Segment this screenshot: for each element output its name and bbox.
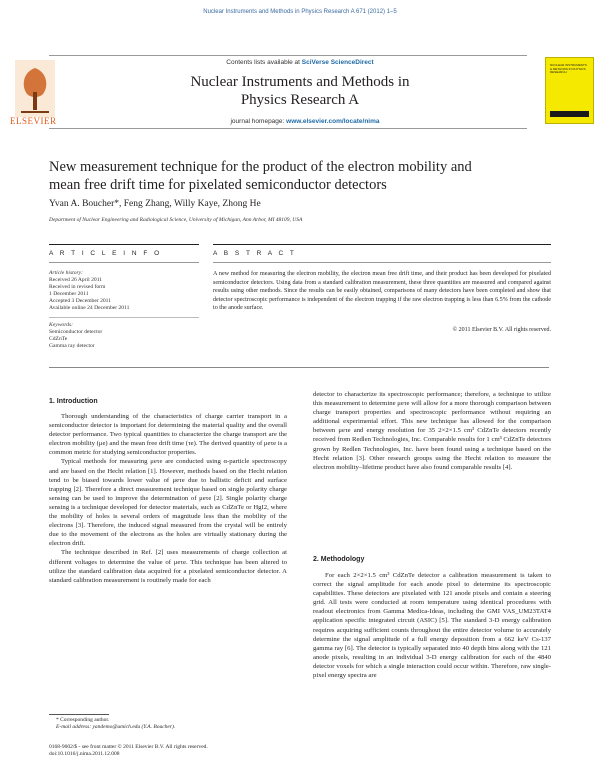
journal-cover-thumbnail (545, 57, 594, 124)
affiliation: Department of Nuclear Engineering and Radiological Science, University of Michigan, Ann Arbor, MI 48109, USA (49, 217, 303, 223)
cover-title: NUCLEAR INSTRUMENTS & METHODS IN PHYSICS RESEARCH (550, 63, 587, 74)
journal-homepage (185, 118, 425, 125)
footnote (56, 717, 286, 731)
journal-title-line2: Physics Research A (240, 92, 360, 108)
history-item: Received 26 April 2011 (49, 277, 103, 283)
keyword: Semiconductor detector (49, 329, 103, 335)
article-info-rule (49, 262, 199, 263)
paragraph: Typical methods for measuring μeτe are conducted using α-particle spectroscopy and are based on the Hecht relation [1]. However, methods based on the Hecht relation tend to be biased towards lower value of μeτe due to ballistic deficit and surface trapping [2]. Therefore a direct measurement technique based on single polarity charge sensing can be used to improve the determination of μeτe [2]. Single polarity charge sensing is a technique developed for detector materials, such as CdZnTe or HgI2, where the mobility of holes is several orders of magnitude less than the mobility of the electrons [3]. Therefore, the induced signal measured from the crystal will be entirely due to the movement of the electrons as the holes are virtually stationary during the electron drift. (49, 458, 287, 548)
issn-line: 0168-9002/$ - see front matter © 2011 Elsevier B.V. All rights reserved. (49, 744, 208, 750)
history-label: Article history: (49, 270, 84, 276)
article-info-rule-top (49, 244, 199, 245)
publisher-wordmark: ELSEVIER (10, 116, 57, 126)
paragraph: Thorough understanding of the characteristics of charge carrier transport in a semiconductor detector is important for determining the material quality and the overall detector performance. Two typical quantities to characterize the charge transport are the electron mobility (μe) and the mean free drift time (τe). The derived quantity of μeτe is a common metric for studying semiconductor properties. (49, 413, 287, 457)
paragraph: detector to characterize its spectroscopic performance; therefore, a technique to utilize this measurement to determine μeτe will allow for a more thorough comparison between charge transport properties and spectroscopic performance without requiring an additional experimental effort. This new technique has allowed for the comparison between μeτe and energy resolution for 35 2×2×1.5 cm³ CdZnTe detectors recently received from Redlen Technologies, Inc. Comparable results for 1 cm³ CdZnTe detectors grown by Redlen Technologies, Inc. have been found using a technique based on the Hecht relation [3]. Other research groups using the Hecht relation to measure the electron mobility–lifetime product have also found comparable results [4]. (313, 391, 551, 471)
footnote-rule (49, 714, 109, 715)
section-methodology-title: 2. Methodology (313, 556, 365, 563)
body-column-left (49, 412, 287, 585)
contents-prefix: Contents lists available at (226, 59, 300, 66)
history-item: 1 December 2011 (49, 291, 89, 297)
keyword: Gamma ray detector (49, 343, 95, 349)
abstract-bottom-rule (49, 367, 549, 368)
sciencedirect-link[interactable]: SciVerse ScienceDirect (301, 59, 374, 66)
doi-line[interactable]: doi:10.1016/j.nima.2011.12.008 (49, 751, 120, 757)
paper-title-line2: mean free drift time for pixelated semiconductor detectors (49, 177, 387, 193)
abstract-heading: A B S T R A C T (213, 250, 297, 257)
abstract-text: A new method for measuring the electron mobility, the electron mean free drift time, and their product has been developed for pixelated semiconductor detectors. Using data from a standard calibration measurement, these three quantities are measured and compared against results using other methods. Since the results can be easily obtained, comparisons of many detectors have been completed and show that detector spectroscopic performance is independent of the electron trapping if the raw electron trapping is less than 6.5% from the cathode to the anode surface. (213, 271, 551, 311)
article-history (49, 270, 199, 312)
article-info-heading: A R T I C L E I N F O (49, 250, 162, 257)
publication-info (49, 744, 349, 758)
keywords-rule (49, 317, 199, 318)
section-introduction-title: 1. Introduction (49, 398, 98, 405)
keywords-block (49, 322, 199, 350)
history-item: Available online 24 December 2011 (49, 305, 130, 311)
abstract-rule (213, 262, 551, 263)
abstract-rule-top (213, 244, 551, 245)
homepage-prefix: journal homepage: (230, 118, 285, 125)
paragraph: For each 2×2×1.5 cm³ CdZnTe detector a calibration measurement is taken to correct the signal amplitude for each anode pixel to determine its spectroscopic capabilities. These detectors are pixelated with 121 anode pixels and contain a steering grid. All tests were conducted at room temperature using identical procedures with readout electronics from Gamma Medica-Ideas, including the GMI VAS_UM23TAT4 application specific integrated circuit (ASIC) [5]. The standard 3-D energy calibration requires acquiring sufficient counts throughout the entire detector volume to accurately determine the signal amplitude of a full energy deposition from a 662 keV Cs-137 gamma ray [6]. The detector is typically separated into 40 depth bins along with the 121 anode pixels, resulting in an individual 3-D energy calibration for each of the 4840 detector voxels for which a single interaction could occur within. Therefore, raw single-pixel energy spectra are (313, 572, 551, 680)
keywords-label: Keywords: (49, 322, 74, 328)
body-column-right (313, 390, 551, 472)
contents-line (185, 59, 415, 66)
history-item: Received in revised form (49, 284, 106, 290)
footnote-email: E-mail address: yandemo@umich.edu (Y.A. Boucher). (56, 724, 176, 730)
paper-title (49, 158, 549, 194)
footnote-author: * Corresponding author. (56, 717, 110, 723)
journal-title-line1: Nuclear Instruments and Methods in (190, 74, 410, 90)
author-list: Yvan A. Boucher*, Feng Zhang, Willy Kaye, Zhong He (49, 199, 261, 209)
paper-title-line1: New measurement technique for the product of the electron mobility and (49, 159, 472, 175)
elsevier-tree-logo (15, 60, 55, 117)
homepage-link[interactable]: www.elsevier.com/locate/nima (286, 118, 380, 125)
journal-title (110, 73, 490, 109)
cover-bar (550, 111, 589, 117)
history-item: Accepted 3 December 2011 (49, 298, 112, 304)
running-header: Nuclear Instruments and Methods in Physics Research A 671 (2012) 1–5 (203, 9, 397, 15)
abstract-copyright: © 2011 Elsevier B.V. All rights reserved. (452, 327, 551, 333)
keyword: CdZnTe (49, 336, 68, 342)
body-column-right-cont (313, 571, 551, 680)
paragraph: The technique described in Ref. [2] uses measurements of charge collection at different voltages to determine the value of μeτe. This technique has been altered to utilize the standard calibration data acquired for a pixelated semiconductor detector. A standard calibration measurement is routinely made for each (49, 549, 287, 584)
